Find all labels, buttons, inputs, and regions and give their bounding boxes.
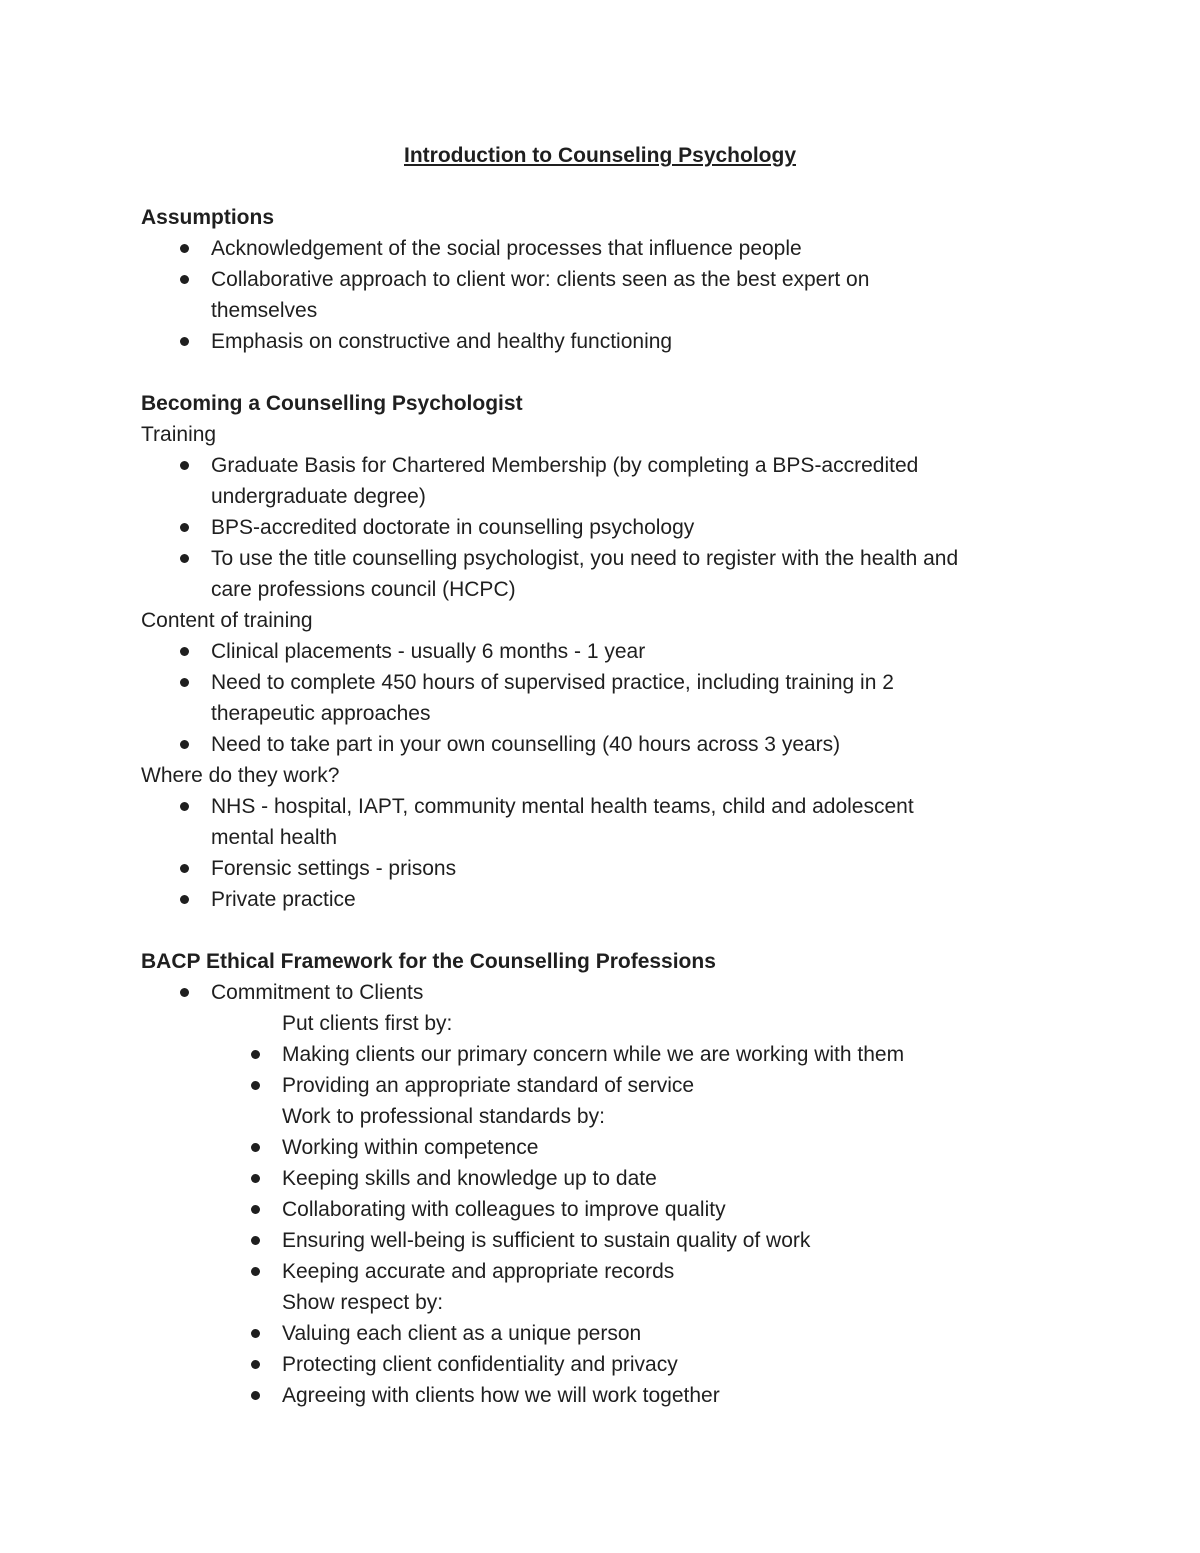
section-heading-assumptions: Assumptions <box>141 206 275 229</box>
bullet-icon <box>180 244 189 253</box>
bullet-icon <box>251 1236 260 1245</box>
bullet-icon <box>251 1391 260 1400</box>
bullet-icon <box>251 1143 260 1152</box>
section-heading-bacp: BACP Ethical Framework for the Counselling Professions <box>141 950 716 973</box>
list-item: Collaborative approach to client wor: clients seen as the best expert on <box>211 268 870 291</box>
bullet-icon <box>180 337 189 346</box>
page-title: Introduction to Counseling Psychology <box>404 144 796 167</box>
bullet-icon <box>180 523 189 532</box>
bullet-icon <box>251 1174 260 1183</box>
list-item: Providing an appropriate standard of service <box>282 1074 695 1097</box>
list-item-continuation: themselves <box>211 299 318 322</box>
bullet-icon <box>180 864 189 873</box>
list-item: Need to complete 450 hours of supervised practice, including training in 2 <box>211 671 894 694</box>
subheading-content-of-training: Content of training <box>141 609 313 632</box>
bullet-icon <box>251 1329 260 1338</box>
list-item: Making clients our primary concern while we are working with them <box>282 1043 905 1066</box>
bullet-icon <box>180 461 189 470</box>
bullet-icon <box>251 1081 260 1090</box>
list-item: Collaborating with colleagues to improve quality <box>282 1198 726 1221</box>
list-item: Clinical placements - usually 6 months - 1 year <box>211 640 646 663</box>
list-item: Valuing each client as a unique person <box>282 1322 642 1345</box>
list-item: Working within competence <box>282 1136 539 1159</box>
list-item-continuation: therapeutic approaches <box>211 702 431 725</box>
list-item: To use the title counselling psychologist, you need to register with the health and <box>211 547 959 570</box>
bullet-icon <box>180 647 189 656</box>
subheading-where-do-they-work: Where do they work? <box>141 764 340 787</box>
list-item: Emphasis on constructive and healthy functioning <box>211 330 673 353</box>
list-item: Acknowledgement of the social processes that influence people <box>211 237 802 260</box>
list-item: Keeping accurate and appropriate records <box>282 1260 675 1283</box>
sub-label-put-clients-first: Put clients first by: <box>282 1012 453 1035</box>
list-item: Commitment to Clients <box>211 981 424 1004</box>
list-item-continuation: undergraduate degree) <box>211 485 426 508</box>
list-item: Keeping skills and knowledge up to date <box>282 1167 657 1190</box>
bullet-icon <box>180 740 189 749</box>
list-item-continuation: care professions council (HCPC) <box>211 578 516 601</box>
list-item: BPS-accredited doctorate in counselling psychology <box>211 516 695 539</box>
bullet-icon <box>180 554 189 563</box>
list-item: NHS - hospital, IAPT, community mental health teams, child and adolescent <box>211 795 914 818</box>
bullet-icon <box>180 275 189 284</box>
bullet-icon <box>251 1050 260 1059</box>
subheading-training: Training <box>141 423 217 446</box>
list-item: Private practice <box>211 888 356 911</box>
list-item-continuation: mental health <box>211 826 338 849</box>
bullet-icon <box>180 988 189 997</box>
bullet-icon <box>251 1267 260 1276</box>
section-heading-becoming: Becoming a Counselling Psychologist <box>141 392 523 415</box>
bullet-icon <box>251 1360 260 1369</box>
bullet-icon <box>251 1205 260 1214</box>
sub-label-show-respect: Show respect by: <box>282 1291 444 1314</box>
list-item: Protecting client confidentiality and privacy <box>282 1353 678 1376</box>
list-item: Graduate Basis for Chartered Membership (by completing a BPS-accredited <box>211 454 919 477</box>
bullet-icon <box>180 678 189 687</box>
bullet-icon <box>180 802 189 811</box>
list-item: Forensic settings - prisons <box>211 857 457 880</box>
list-item: Ensuring well-being is sufficient to sustain quality of work <box>282 1229 811 1252</box>
bullet-icon <box>180 895 189 904</box>
sub-label-professional-standards: Work to professional standards by: <box>282 1105 605 1128</box>
list-item: Agreeing with clients how we will work together <box>282 1384 720 1407</box>
list-item: Need to take part in your own counselling (40 hours across 3 years) <box>211 733 841 756</box>
